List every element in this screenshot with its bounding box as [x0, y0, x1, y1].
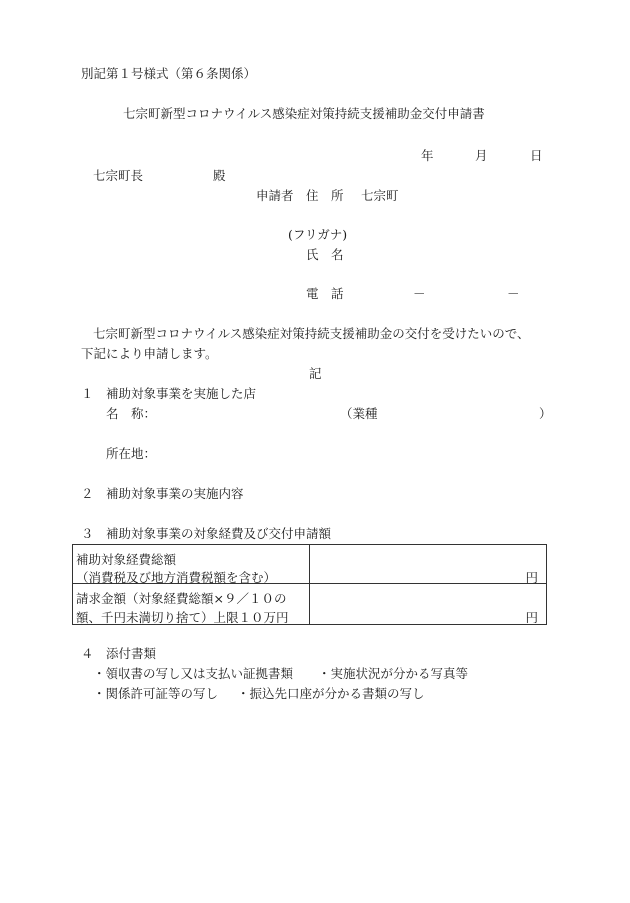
- section2-title: 補助対象事業の実施内容: [106, 486, 244, 501]
- store-name-label: 名 称：: [106, 406, 157, 421]
- phone-separator-1: －: [413, 286, 426, 301]
- yen-unit: 円: [525, 570, 538, 585]
- addressee-name: 七宗町長: [93, 168, 144, 183]
- amount-field[interactable]: [310, 545, 546, 583]
- section4-number: ４: [81, 646, 94, 661]
- section3-number: ３: [81, 526, 94, 541]
- table-row: [73, 584, 546, 625]
- document-title: 七宗町新型コロナウイルス感染症対策持続支援補助金交付申請書: [123, 106, 485, 121]
- attachment-item: ・関係許可証等の写し: [93, 686, 219, 701]
- applicant-label: 申請者: [256, 188, 294, 203]
- attachment-item: ・振込先口座が分かる書類の写し: [237, 686, 425, 701]
- name-label: 氏 名: [306, 247, 344, 262]
- row-label-line2: 額、千円未満切り捨て）上限１０万円: [76, 610, 289, 625]
- location-label: 所在地：: [106, 446, 157, 461]
- date-day-label: 日: [530, 148, 543, 163]
- address-value: 七宗町: [361, 188, 399, 203]
- attachment-item: ・実施状況が分かる写真等: [318, 666, 469, 681]
- date-month-label: 月: [475, 148, 488, 163]
- yen-unit: 円: [525, 610, 538, 625]
- section1-number: １: [81, 386, 94, 401]
- address-label: 住 所: [306, 188, 344, 203]
- body-text-line2: 下記により申請します。: [81, 346, 218, 361]
- table-row: [73, 545, 546, 584]
- row-label-line1: 請求金額（対象経費総額×９／１０の: [76, 591, 287, 606]
- section1-title: 補助対象事業を実施した店: [106, 386, 257, 401]
- row-label-cell: [73, 584, 310, 624]
- section2-number: ２: [81, 486, 94, 501]
- date-year-label: 年: [421, 148, 434, 163]
- section4-title: 添付書類: [106, 646, 157, 661]
- expense-table: [72, 544, 547, 625]
- body-text-line1: 七宗町新型コロナウイルス感染症対策持続支援補助金の交付を受けたいので、: [93, 326, 530, 341]
- row-label-line2: （消費税及び地方消費税額を含む）: [76, 570, 277, 585]
- row-label-cell: [73, 545, 310, 583]
- furigana-label: (フリガナ): [288, 227, 348, 242]
- row-label-line1: 補助対象経費総額: [76, 552, 177, 567]
- phone-label: 電 話: [306, 286, 344, 301]
- phone-separator-2: －: [507, 286, 520, 301]
- amount-field[interactable]: [310, 584, 546, 624]
- section3-title: 補助対象事業の対象経費及び交付申請額: [106, 526, 332, 541]
- industry-close: ）: [539, 406, 552, 421]
- industry-open: （業種: [340, 406, 378, 421]
- addressee-honorific: 殿: [213, 168, 226, 183]
- attachment-item: ・領収書の写し又は支払い証拠書類: [93, 666, 294, 681]
- form-number: 別記第１号様式（第６条関係）: [81, 66, 257, 81]
- ki-heading: 記: [309, 366, 322, 381]
